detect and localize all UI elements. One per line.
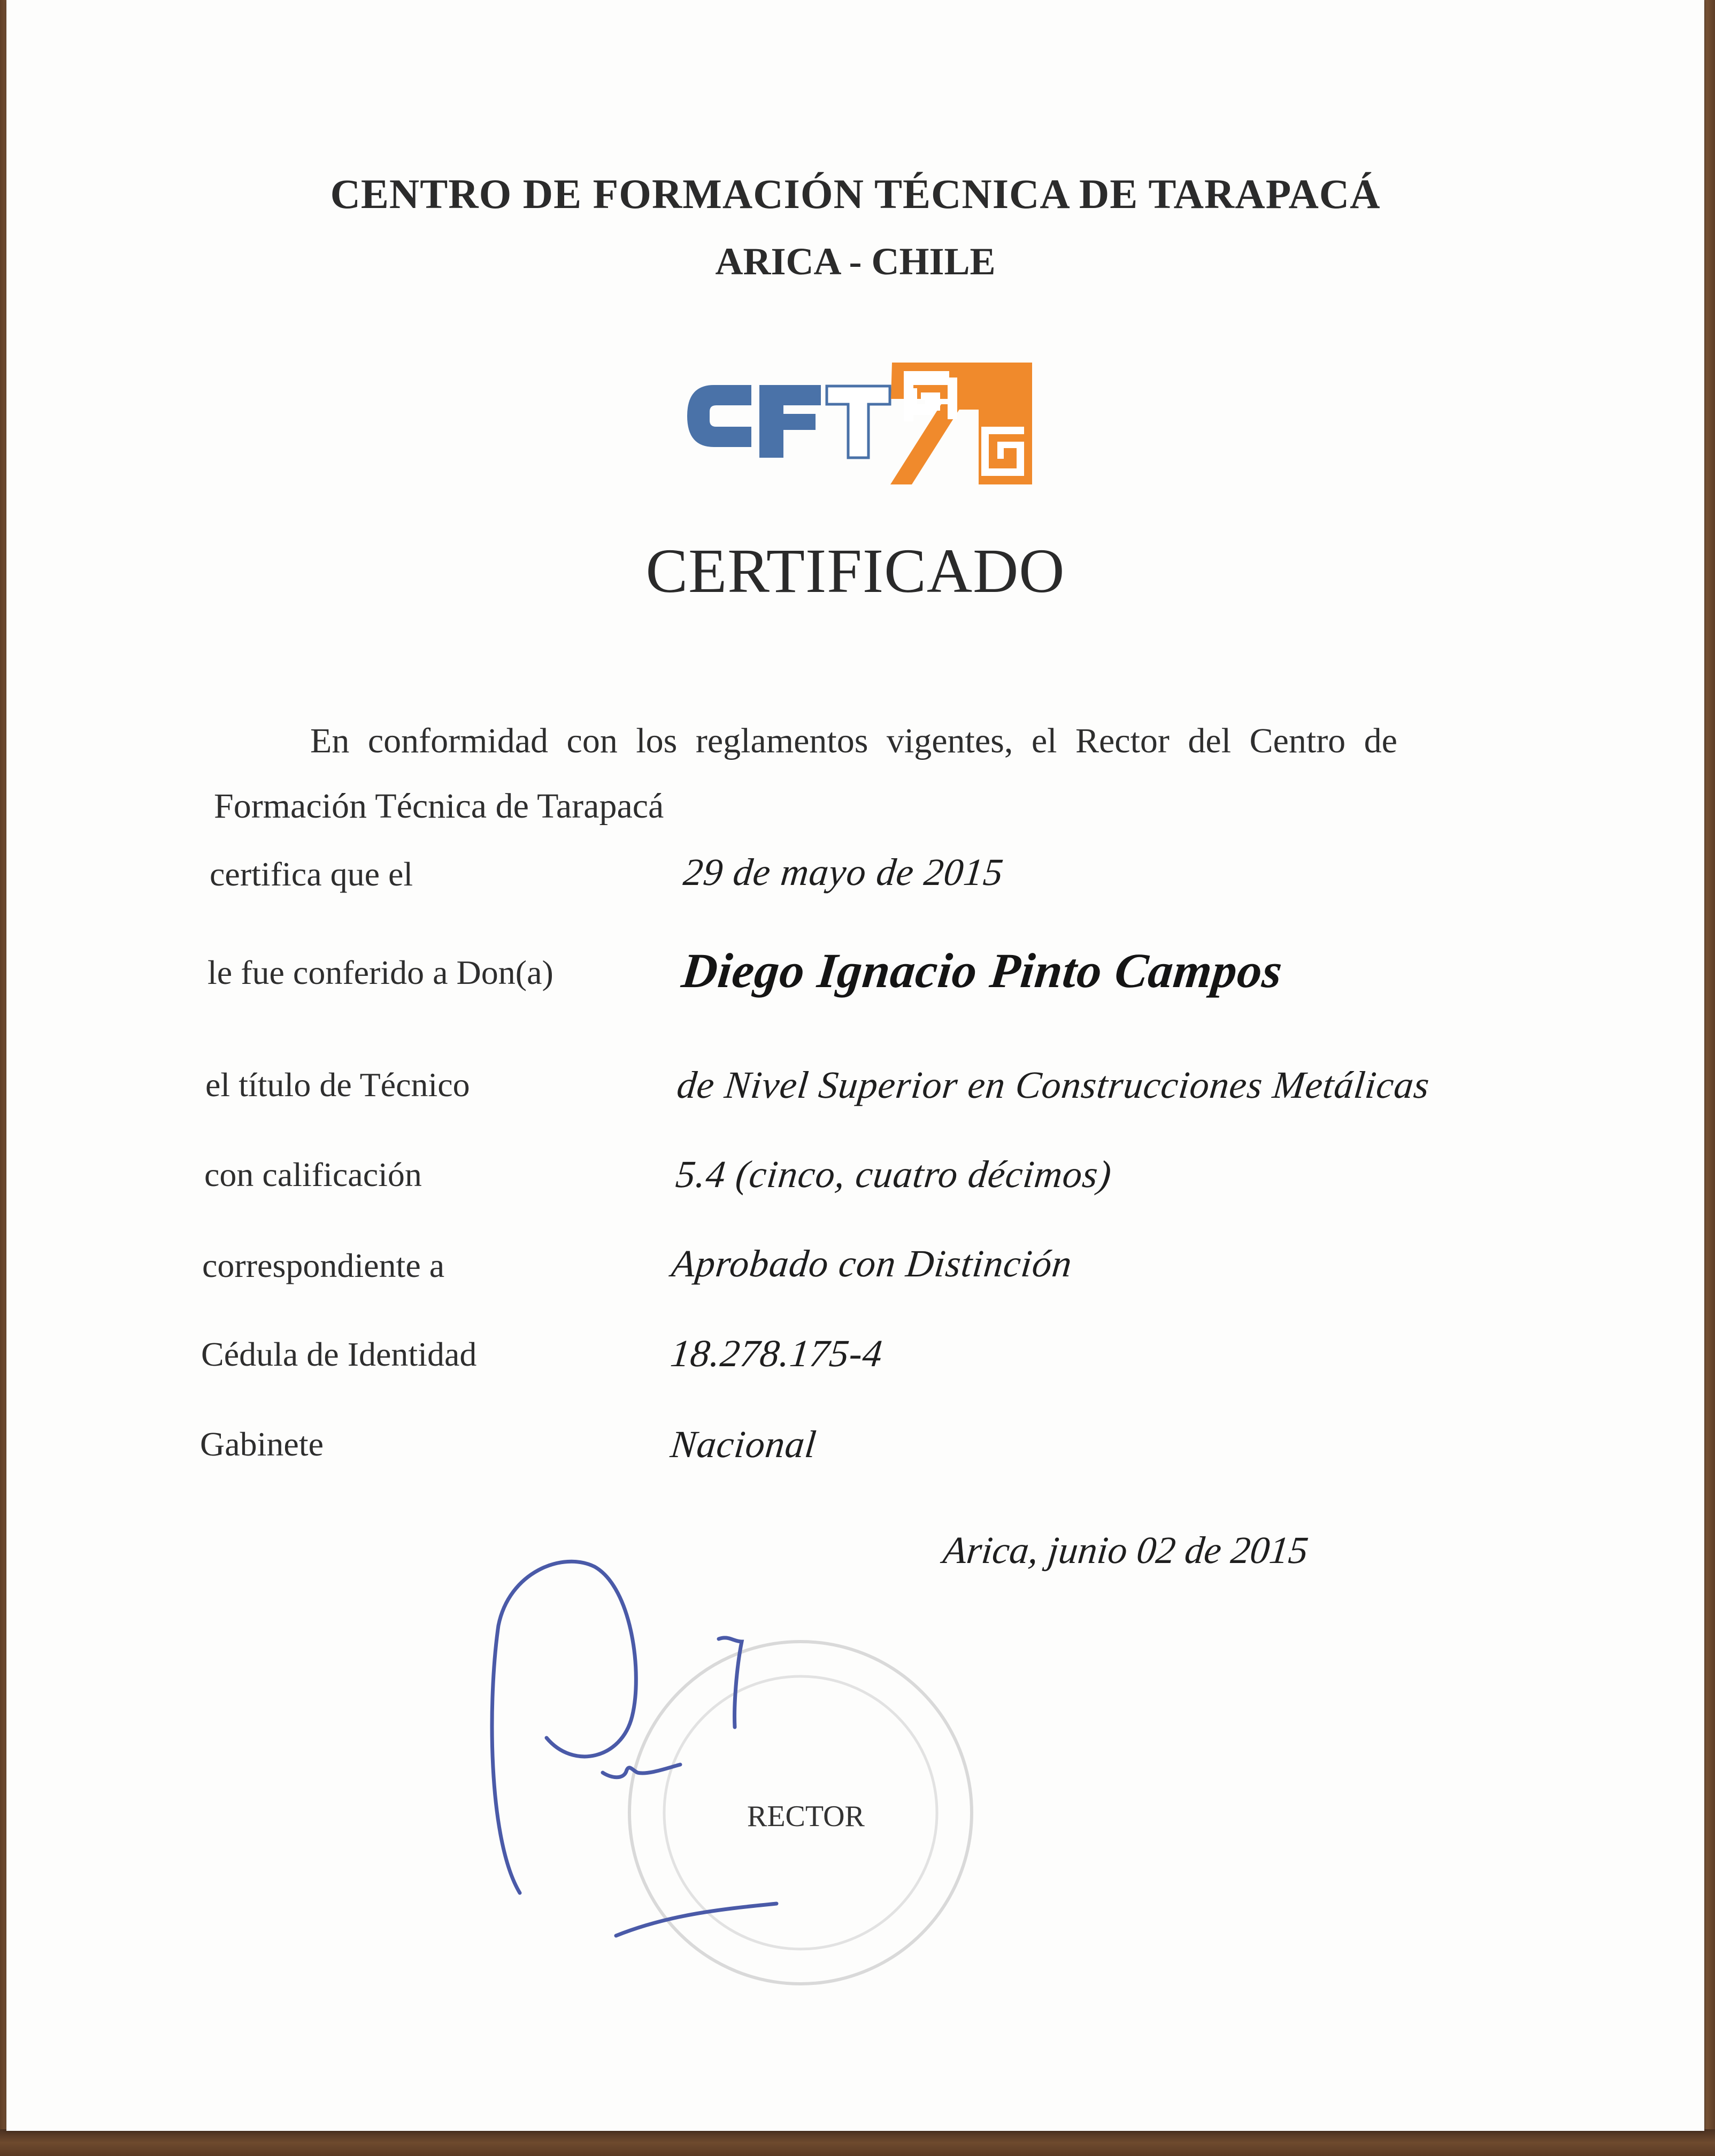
certificate-paper <box>6 0 1704 2131</box>
document-title: CERTIFICADO <box>645 536 1065 606</box>
field-value-degree: de Nivel Superior en Construcciones Metálicas <box>675 1064 1432 1106</box>
intro-text-line2: Formación Técnica de Tarapacá <box>214 787 664 826</box>
field-label-distinction: correspondiente a <box>202 1246 445 1284</box>
field-value-recipient-name: Diego Ignacio Pinto Campos <box>679 943 1286 998</box>
cft-logo-icon <box>679 346 1043 486</box>
field-value-office: Nacional <box>668 1423 819 1466</box>
institution-location: ARICA - CHILE <box>715 240 996 283</box>
field-label-recipient: le fue conferido a Don(a) <box>207 953 553 991</box>
field-value-grade: 5.4 (cinco, cuatro décimos) <box>674 1153 1114 1196</box>
intro-text-line1: En conformidad con los reglamentos vigentes, el Rector del Centro de <box>310 721 1397 760</box>
field-label-id: Cédula de Identidad <box>201 1335 477 1373</box>
field-label-title: el título de Técnico <box>205 1066 470 1104</box>
wood-surface-bottom <box>0 2129 1715 2156</box>
field-value-date: 29 de mayo de 2015 <box>681 851 1006 894</box>
field-value-id-number: 18.278.175-4 <box>668 1332 885 1375</box>
field-value-distinction: Aprobado con Distinción <box>670 1242 1074 1285</box>
signatory-role: RECTOR <box>747 1800 865 1833</box>
institution-name: CENTRO DE FORMACIÓN TÉCNICA DE TARAPACÁ <box>330 171 1381 217</box>
field-label-office: Gabinete <box>200 1425 324 1463</box>
wood-surface-right <box>1705 0 1715 2156</box>
rector-signature <box>477 1540 1092 1978</box>
place-and-date: Arica, junio 02 de 2015 <box>941 1529 1311 1572</box>
field-label-grade: con calificación <box>204 1156 422 1194</box>
field-label-date: certifica que el <box>210 855 413 893</box>
